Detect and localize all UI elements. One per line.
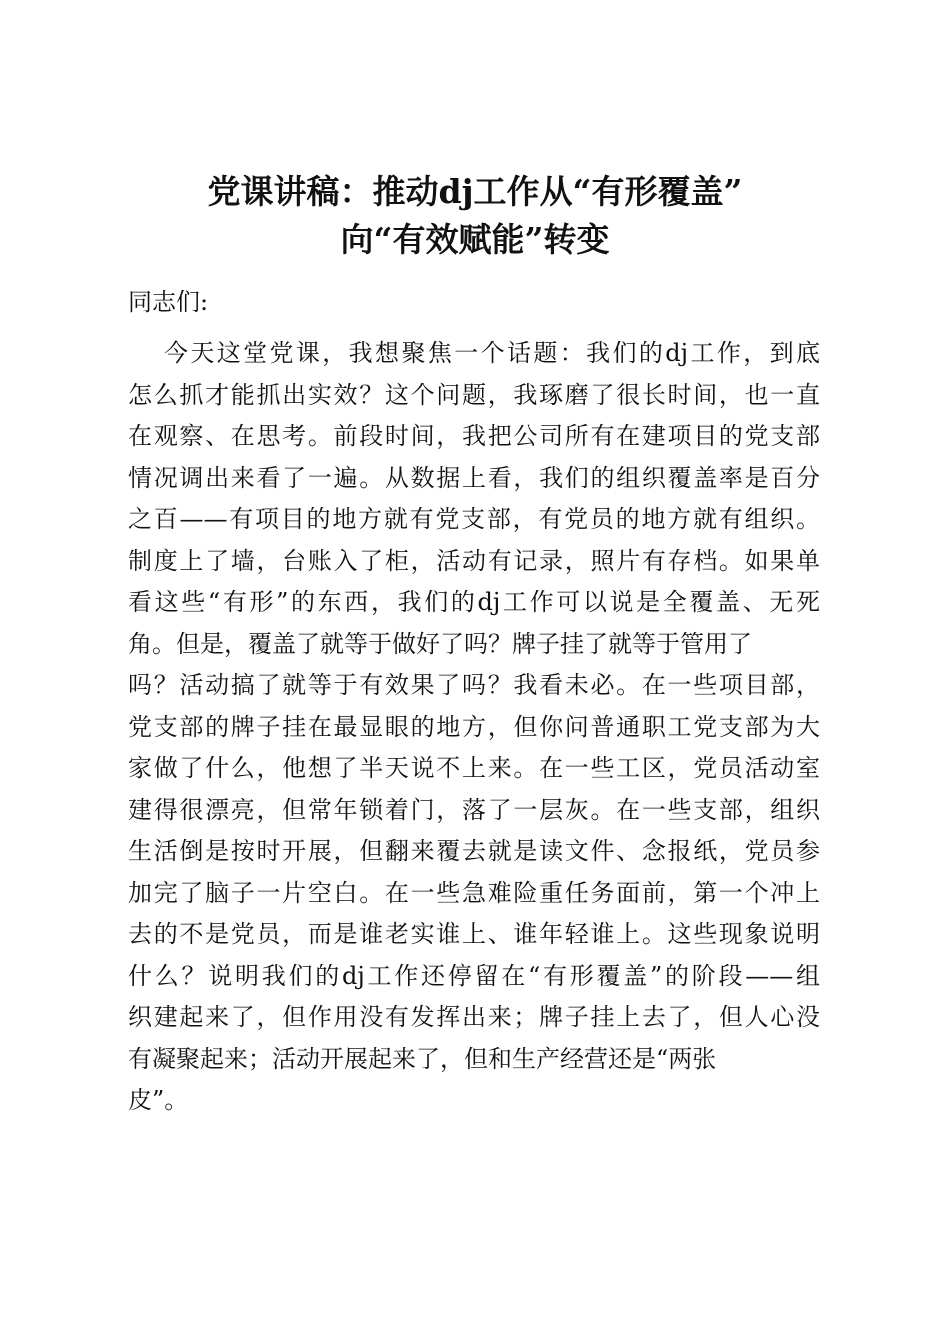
body-line: 党支部的牌子挂在最显眼的地方，但你问普通职工党支部为大	[128, 712, 820, 741]
body-line: 在观察、在思考。前段时间，我把公司所有在建项目的党支部	[128, 422, 820, 450]
body-paragraph	[128, 333, 820, 1122]
body-line: 今天这堂党课，我想聚焦一个话题：我们的dj工作，到底	[164, 339, 820, 367]
body-line: 什么？说明我们的dj工作还停留在“有形覆盖”的阶段——组	[128, 961, 820, 990]
body-line: 去的不是党员，而是谁老实谁上、谁年轻谁上。这些现象说明	[128, 920, 820, 948]
body-line: 家做了什么，他想了半天说不上来。在一些工区，党员活动室	[128, 754, 820, 782]
body-line: 制度上了墙，台账入了柜，活动有记录，照片有存档。如果单	[128, 546, 820, 575]
body-line: 皮”。	[128, 1086, 189, 1114]
document-title-line-1: 党课讲稿：推动dj工作从“有形覆盖”	[207, 172, 743, 211]
body-line: 角。但是，覆盖了就等于做好了吗？牌子挂了就等于管用了	[128, 629, 752, 658]
body-line: 吗？活动搞了就等于有效果了吗？我看未必。在一些项目部，	[128, 671, 820, 699]
body-line: 加完了脑子一片空白。在一些急难险重任务面前，第一个冲上	[128, 878, 820, 907]
body-line: 之百——有项目的地方就有党支部，有党员的地方就有组织。	[128, 505, 820, 533]
body-line: 生活倒是按时开展，但翻来覆去就是读文件、念报纸，党员参	[128, 837, 820, 865]
body-line: 看这些“有形”的东西，我们的dj工作可以说是全覆盖、无死	[128, 588, 820, 616]
body-line: 织建起来了，但作用没有发挥出来；牌子挂上去了，但人心没	[128, 1003, 820, 1031]
greeting: 同志们:	[128, 288, 209, 316]
body-line: 有凝聚起来；活动开展起来了，但和生产经营还是“两张	[128, 1044, 717, 1073]
body-line: 情况调出来看了一遍。从数据上看，我们的组织覆盖率是百分	[128, 463, 820, 492]
body-line: 怎么抓才能抓出实效？这个问题，我琢磨了很长时间，也一直	[128, 380, 820, 409]
document-title-line-2: 向“有效赋能”转变	[340, 220, 610, 259]
body-line: 建得很漂亮，但常年锁着门，落了一层灰。在一些支部，组织	[128, 795, 820, 824]
